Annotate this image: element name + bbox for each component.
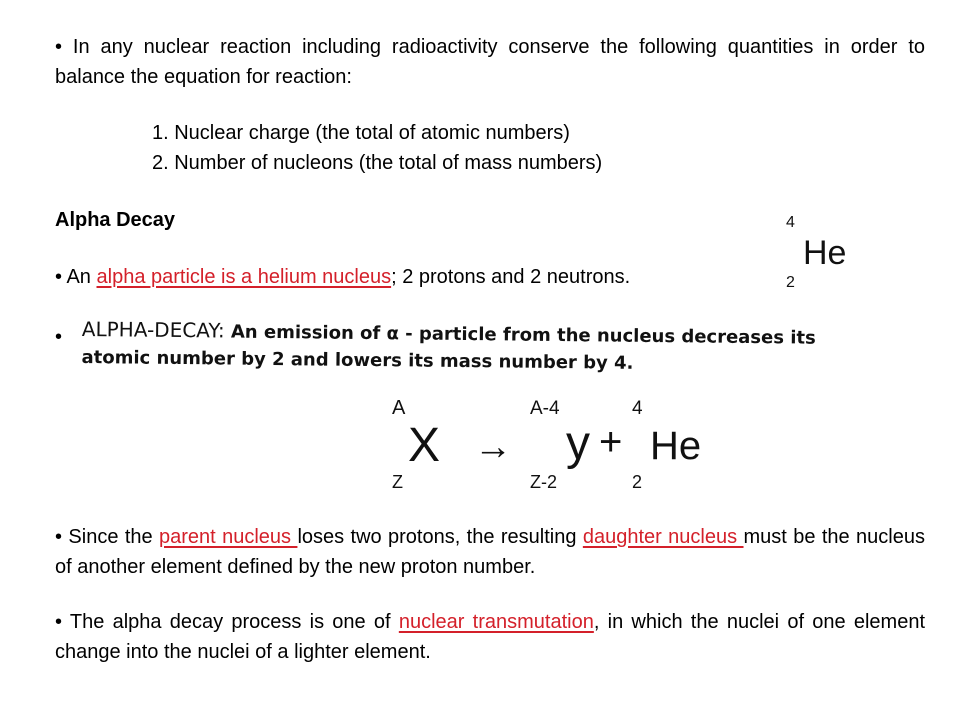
- list-item: 1. Nuclear charge (the total of atomic numbers): [152, 122, 570, 144]
- list-item: 2. Number of nucleons (the total of mass numbers): [152, 152, 603, 174]
- pd-post: must be the nucleus of another element defined by the new proton number.: [55, 526, 925, 578]
- parent-daughter-paragraph: [55, 522, 925, 582]
- bullet: •: [55, 36, 63, 58]
- intro-paragraph: [55, 32, 925, 92]
- alpha-particle-line: [55, 262, 775, 292]
- tr-pre: The alpha decay process is one of: [69, 611, 399, 633]
- helium-atomic-number: 2: [786, 274, 795, 291]
- eq-parent-symbol: X: [408, 419, 441, 472]
- section-heading: Alpha Decay: [55, 209, 176, 231]
- eq-he-mass: 4: [632, 398, 643, 419]
- bullet: •: [55, 526, 63, 548]
- conserved-quantities-list: [152, 118, 852, 178]
- eq-parent-mass: A: [392, 397, 406, 419]
- pd-mid: loses two protons, the resulting: [297, 526, 583, 548]
- bullet: •: [55, 326, 63, 348]
- eq-plus: +: [599, 420, 623, 464]
- definition-term: ALPHA-DECAY:: [81, 316, 225, 343]
- eq-parent-atomic: Z: [392, 472, 403, 492]
- helium-symbol: He: [803, 234, 847, 272]
- eq-he-symbol: He: [650, 424, 702, 468]
- eq-arrow: →: [474, 426, 512, 468]
- bullet: •: [55, 266, 63, 288]
- eq-daughter-symbol: y: [566, 417, 590, 470]
- eq-he-atomic: 2: [632, 472, 643, 492]
- daughter-nucleus-link[interactable]: daughter nucleus: [582, 526, 744, 548]
- alpha-particle-post: ; 2 protons and 2 neutrons.: [391, 266, 631, 288]
- definition-line1-text: An emission of α - particle from the nucleus decreases its: [224, 321, 816, 349]
- nuclear-transmutation-link[interactable]: nuclear transmutation: [398, 611, 594, 633]
- alpha-particle-link[interactable]: alpha particle is a helium nucleus: [96, 266, 392, 288]
- tr-post: , in which the nuclei of one element change into the nuclei of a lighter element.: [55, 611, 925, 663]
- parent-nucleus-link[interactable]: parent nucleus: [159, 526, 298, 548]
- alpha-decay-definition-image: [81, 316, 882, 379]
- eq-daughter-atomic: Z-2: [530, 472, 557, 492]
- helium-mass-number: 4: [786, 214, 795, 231]
- pd-pre: Since the: [68, 526, 160, 548]
- definition-line-2: atomic number by 2 and lowers its mass number by 4.: [81, 346, 634, 374]
- bullet: •: [55, 611, 63, 633]
- transmutation-paragraph: [55, 607, 925, 667]
- alpha-particle-pre: An: [66, 266, 97, 288]
- intro-text: In any nuclear reaction including radioactivity conserve the following quantities in order to balance the equation for reaction:: [55, 36, 925, 88]
- eq-daughter-mass: A-4: [530, 398, 560, 419]
